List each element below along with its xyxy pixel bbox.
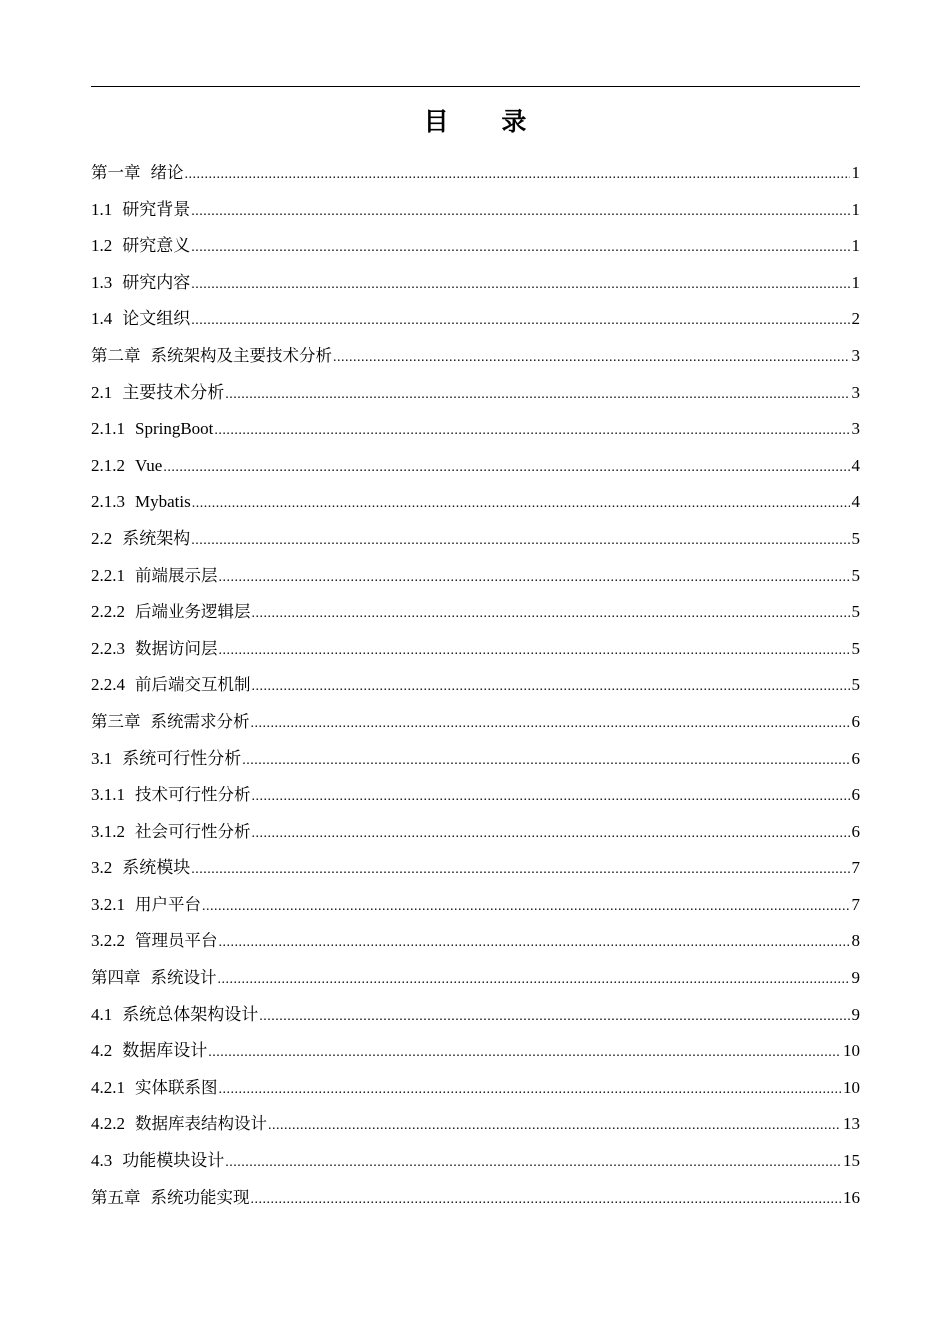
toc-entry-title: 绪论 — [150, 163, 184, 182]
toc-entry-label — [91, 814, 251, 851]
dot-leader — [218, 962, 850, 999]
toc-entry-label — [91, 155, 184, 192]
dot-leader — [192, 486, 850, 523]
dot-leader — [242, 743, 849, 780]
dot-leader — [191, 303, 849, 340]
toc-entry[interactable] — [91, 558, 860, 595]
toc-entry-page-number: 3 — [851, 345, 860, 365]
toc-entry[interactable] — [91, 887, 860, 924]
dot-leader — [252, 596, 850, 633]
toc-entry-title: 数据访问层 — [135, 638, 218, 658]
toc-entry-page-number: 6 — [851, 748, 860, 768]
toc-entry-number: 3.1.1 — [91, 785, 125, 805]
toc-entry-title: 系统需求分析 — [150, 711, 250, 731]
toc-entry-page-number: 16 — [843, 1187, 860, 1207]
toc-entry-page-number: 10 — [843, 1041, 860, 1061]
toc-entry-label — [91, 594, 251, 631]
toc-entry-title: 论文组织 — [122, 309, 191, 329]
toc-entry[interactable] — [91, 338, 860, 375]
toc-entry-label — [91, 1143, 224, 1180]
dot-leader — [219, 925, 850, 962]
toc-entry-label — [91, 375, 224, 412]
toc-entry[interactable] — [91, 594, 860, 631]
dot-leader — [268, 1108, 841, 1145]
toc-entry-number: 第一章 — [91, 163, 141, 182]
dot-leader — [252, 816, 850, 853]
dot-leader — [191, 523, 849, 560]
toc-entry-label — [91, 301, 190, 338]
toc-entry-label — [91, 960, 217, 997]
dot-leader — [219, 1072, 842, 1109]
toc-entry-page-number: 9 — [851, 1004, 860, 1024]
toc-entry-title: 后端业务逻辑层 — [135, 602, 251, 622]
toc-entry-title: 系统架构 — [122, 528, 191, 548]
dot-leader — [225, 377, 849, 414]
toc-entry[interactable] — [91, 741, 860, 778]
toc-entry-label — [91, 1070, 218, 1107]
dot-leader — [185, 157, 850, 194]
toc-entry-number: 3.1 — [91, 748, 113, 768]
dot-leader — [214, 413, 849, 450]
toc-entry[interactable] — [91, 484, 860, 521]
toc-entry-number: 2.1.1 — [91, 419, 125, 439]
toc-entry[interactable] — [91, 997, 860, 1034]
toc-entry-label — [91, 704, 250, 741]
toc-entry-title: 研究意义 — [122, 236, 191, 256]
dot-leader — [259, 999, 849, 1036]
toc-entry[interactable] — [91, 960, 860, 997]
toc-entry-title: 系统总体架构设计 — [122, 1004, 259, 1024]
toc-entry-title: SpringBoot — [135, 419, 214, 439]
dot-leader — [208, 1035, 841, 1072]
toc-entry-number: 2.2.2 — [91, 602, 125, 622]
toc-entry-number: 1.1 — [91, 199, 113, 219]
toc-entry[interactable] — [91, 155, 860, 192]
toc-entry-number: 第二章 — [91, 345, 141, 365]
toc-entry[interactable] — [91, 1180, 860, 1217]
toc-entry-number: 4.1 — [91, 1004, 113, 1024]
toc-entry-page-number: 5 — [851, 638, 860, 658]
toc-entry-title: Mybatis — [135, 492, 191, 512]
dot-leader — [191, 230, 849, 267]
toc-entry-title: 系统架构及主要技术分析 — [150, 345, 332, 365]
toc-entry-label — [91, 777, 251, 814]
toc-entry-label — [91, 1033, 207, 1070]
toc-entry-number: 2.1.3 — [91, 492, 125, 512]
toc-entry-page-number: 7 — [851, 894, 860, 914]
toc-entry-number: 第三章 — [91, 711, 141, 731]
toc-entry-page-number: 1 — [851, 199, 860, 219]
toc-entry-label — [91, 741, 241, 778]
toc-entry-number: 2.2.3 — [91, 638, 125, 658]
toc-entry-label — [91, 558, 218, 595]
dot-leader — [191, 852, 849, 889]
toc-entry-page-number: 4 — [851, 455, 860, 475]
dot-leader — [219, 633, 850, 670]
toc-entry-title: 系统设计 — [150, 968, 217, 988]
toc-entry-title: Vue — [135, 455, 163, 475]
toc-entry-label — [91, 1106, 267, 1143]
toc-entry-label — [91, 887, 201, 924]
toc-entry-number: 3.2.2 — [91, 931, 125, 951]
toc-entry-label — [91, 997, 258, 1034]
header-rule — [91, 86, 860, 87]
toc-entry-page-number: 9 — [851, 968, 860, 988]
toc-entry-number: 3.1.2 — [91, 821, 125, 841]
toc-entry-number: 1.4 — [91, 309, 113, 329]
toc-entry[interactable] — [91, 1070, 860, 1107]
toc-entry-number: 4.2 — [91, 1041, 113, 1061]
toc-entry-title: 前后端交互机制 — [135, 675, 251, 695]
toc-entry-page-number: 2 — [851, 309, 860, 329]
toc-entry-page-number: 1 — [851, 236, 860, 256]
toc-entry-page-number: 7 — [851, 858, 860, 878]
toc-entry-label — [91, 484, 191, 521]
toc-entry-page-number: 4 — [851, 492, 860, 512]
toc-entry-number: 3.2.1 — [91, 894, 125, 914]
toc-entry-number: 3.2 — [91, 858, 113, 878]
toc-entry-number: 1.2 — [91, 236, 113, 256]
table-of-contents — [91, 155, 860, 1216]
toc-entry-title: 研究内容 — [122, 272, 191, 292]
toc-entry-title: 系统可行性分析 — [122, 748, 242, 768]
toc-entry-page-number: 5 — [851, 528, 860, 548]
toc-entry[interactable] — [91, 704, 860, 741]
toc-entry-title: 主要技术分析 — [122, 382, 225, 402]
toc-entry[interactable] — [91, 192, 860, 229]
toc-entry-page-number: 8 — [851, 931, 860, 951]
toc-entry-title: 数据库设计 — [122, 1041, 208, 1061]
dot-leader — [251, 706, 850, 743]
dot-leader — [333, 340, 850, 377]
toc-entry-page-number: 5 — [851, 565, 860, 585]
toc-entry-page-number: 6 — [851, 711, 860, 731]
dot-leader — [252, 779, 850, 816]
toc-entry-label — [91, 448, 162, 485]
toc-entry[interactable] — [91, 1033, 860, 1070]
toc-entry[interactable] — [91, 1143, 860, 1180]
toc-entry[interactable] — [91, 667, 860, 704]
toc-entry[interactable] — [91, 814, 860, 851]
toc-entry-title: 功能模块设计 — [122, 1151, 225, 1171]
toc-entry-page-number: 5 — [851, 602, 860, 622]
toc-entry-label — [91, 338, 332, 375]
toc-entry[interactable] — [91, 448, 860, 485]
toc-entry-page-number: 1 — [851, 163, 860, 182]
toc-entry-number: 1.3 — [91, 272, 113, 292]
toc-entry[interactable] — [91, 301, 860, 338]
toc-entry[interactable] — [91, 923, 860, 960]
toc-entry[interactable] — [91, 631, 860, 668]
toc-entry-number: 2.1 — [91, 382, 113, 402]
toc-entry-title: 前端展示层 — [135, 565, 218, 585]
toc-entry[interactable] — [91, 1106, 860, 1143]
toc-entry-label — [91, 850, 190, 887]
toc-entry-label — [91, 411, 213, 448]
toc-entry-page-number: 6 — [851, 785, 860, 805]
toc-entry-label — [91, 228, 190, 265]
toc-entry-label — [91, 192, 190, 229]
toc-entry-number: 4.2.1 — [91, 1077, 125, 1097]
toc-entry-label — [91, 667, 251, 704]
toc-entry-page-number: 5 — [851, 675, 860, 695]
toc-entry-title: 社会可行性分析 — [135, 821, 251, 841]
toc-entry-label — [91, 265, 190, 302]
dot-leader — [202, 889, 850, 926]
toc-entry-page-number: 3 — [851, 382, 860, 402]
toc-entry-number: 2.2.1 — [91, 565, 125, 585]
toc-entry-title: 系统模块 — [122, 858, 191, 878]
toc-entry-title: 研究背景 — [122, 199, 191, 219]
toc-entry-page-number: 15 — [843, 1151, 860, 1171]
toc-entry-title: 系统功能实现 — [150, 1187, 250, 1207]
toc-entry-title: 用户平台 — [135, 894, 201, 914]
dot-leader — [219, 560, 850, 597]
toc-entry-number: 2.2.4 — [91, 675, 125, 695]
toc-entry[interactable] — [91, 265, 860, 302]
toc-entry[interactable] — [91, 777, 860, 814]
toc-entry[interactable] — [91, 375, 860, 412]
toc-entry-page-number: 10 — [843, 1077, 860, 1097]
toc-entry-title: 数据库表结构设计 — [135, 1114, 267, 1134]
toc-entry-page-number: 3 — [851, 419, 860, 439]
toc-entry-page-number: 13 — [843, 1114, 860, 1134]
toc-entry[interactable] — [91, 521, 860, 558]
dot-leader — [191, 267, 849, 304]
toc-entry-label — [91, 923, 218, 960]
dot-leader — [191, 194, 849, 231]
toc-entry-number: 第四章 — [91, 968, 141, 988]
toc-entry-number: 4.2.2 — [91, 1114, 125, 1134]
toc-entry[interactable] — [91, 228, 860, 265]
toc-entry-label — [91, 631, 218, 668]
toc-entry[interactable] — [91, 411, 860, 448]
toc-entry-title: 实体联系图 — [135, 1077, 218, 1097]
toc-entry-title: 技术可行性分析 — [135, 785, 251, 805]
toc-entry-number: 2.2 — [91, 528, 113, 548]
dot-leader — [251, 1182, 842, 1219]
toc-title: 目 录 — [423, 107, 549, 136]
dot-leader — [163, 450, 849, 487]
toc-entry[interactable] — [91, 850, 860, 887]
toc-entry-label — [91, 1180, 250, 1217]
toc-entry-number: 第五章 — [91, 1187, 141, 1207]
dot-leader — [225, 1145, 841, 1182]
toc-entry-page-number: 6 — [851, 821, 860, 841]
toc-entry-page-number: 1 — [851, 272, 860, 292]
toc-entry-number: 2.1.2 — [91, 455, 125, 475]
toc-entry-label — [91, 521, 190, 558]
dot-leader — [252, 669, 850, 706]
toc-entry-number: 4.3 — [91, 1151, 113, 1171]
toc-entry-title: 管理员平台 — [135, 931, 218, 951]
